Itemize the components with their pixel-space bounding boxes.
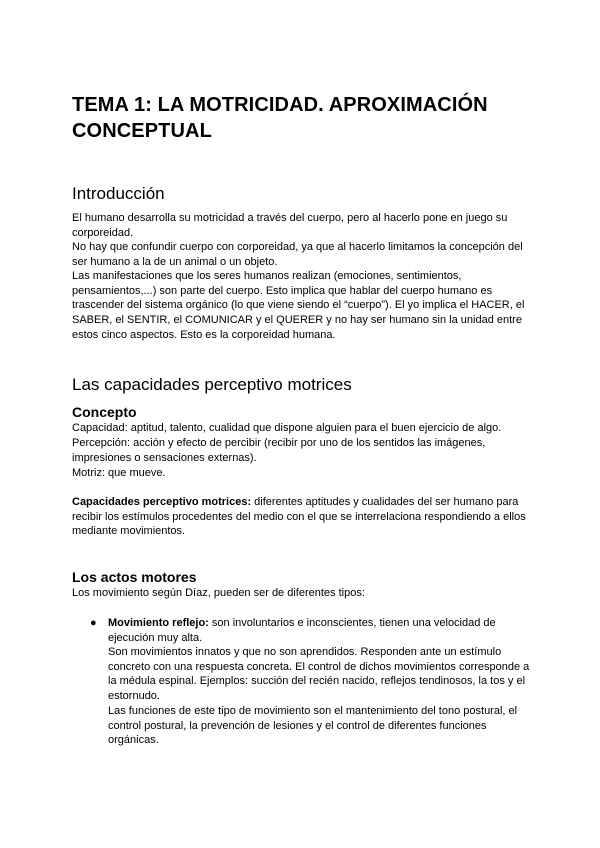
- definition-capacidades-perceptivo-motrices: [72, 495, 534, 539]
- definition-text: diferentes aptitudes y cualidades del ser humano para recibir los estímulos procedentes del medio con el que se interrelaciona respondiendo a ellos mediante movimientos.: [72, 496, 526, 538]
- definition-motriz: Motriz: que mueve.: [72, 467, 166, 479]
- list-item-text: son involuntarios e inconscientes, tienen una velocidad de ejecución muy alta.: [108, 617, 496, 644]
- intro-paragraph-1: El humano desarrolla su motricidad a través del cuerpo, pero al hacerlo pone en juego su corporeidad.: [72, 212, 508, 239]
- section-heading-introduccion: Introducción: [72, 184, 165, 203]
- list-item-paragraph-3: Las funciones de este tipo de movimiento son el mantenimiento del tono postural, el control postural, la prevención de lesiones y el control de diferentes funciones orgánicas.: [108, 705, 518, 747]
- subheading-concepto: Concepto: [72, 404, 137, 420]
- list-item-term: Movimiento reflejo:: [108, 617, 209, 629]
- definition-percepcion: Percepción: acción y efecto de percibir (recibir por uno de los sentidos las imágenes, impresiones o sensaciones externas).: [72, 437, 486, 464]
- intro-paragraph-3: Las manifestaciones que los seres humanos realizan (emociones, sentimientos, pensamientos,...) son parte del cuerpo. Esto implica que hablar del cuerpo humano es trascender del sistema orgánico (lo que viene siendo el “cuerpo”). El yo implica el HACER, el SABER, el SENTIR, el COMUNICAR y el QUERER y no hay ser humano sin la unidad entre estos cinco aspectos. Esto es la corporeidad humana.: [72, 270, 525, 341]
- subheading-actos-motores: Los actos motores: [72, 569, 197, 585]
- intro-paragraph-2: No hay que confundir cuerpo con corporeidad, ya que al hacerlo limitamos la concepción del ser humano a la de un animal o un objeto.: [72, 241, 523, 268]
- definition-capacidad: Capacidad: aptitud, talento, cualidad que dispone alguien para el buen ejercicio de algo.: [72, 422, 502, 434]
- definition-term: Capacidades perceptivo motrices:: [72, 496, 252, 508]
- document-title: TEMA 1: LA MOTRICIDAD. APROXIMACIÓN CONCEPTUAL: [72, 94, 488, 142]
- section-heading-capacidades: Las capacidades perceptivo motrices: [72, 375, 352, 394]
- bullet-marker: ●: [90, 617, 97, 629]
- list-item-movimiento-reflejo: [108, 616, 534, 645]
- list-item-paragraph-2: Son movimientos innatos y que no son aprendidos. Responden ante un estímulo concreto con una respuesta concreta. El control de dichos movimientos corresponde a la médula espinal. Ejemplos: succión del recién nacido, reflejos tendinosos, la tos y el estornudo.: [108, 646, 530, 703]
- actos-intro: Los movimiento según Díaz, pueden ser de diferentes tipos:: [72, 587, 365, 599]
